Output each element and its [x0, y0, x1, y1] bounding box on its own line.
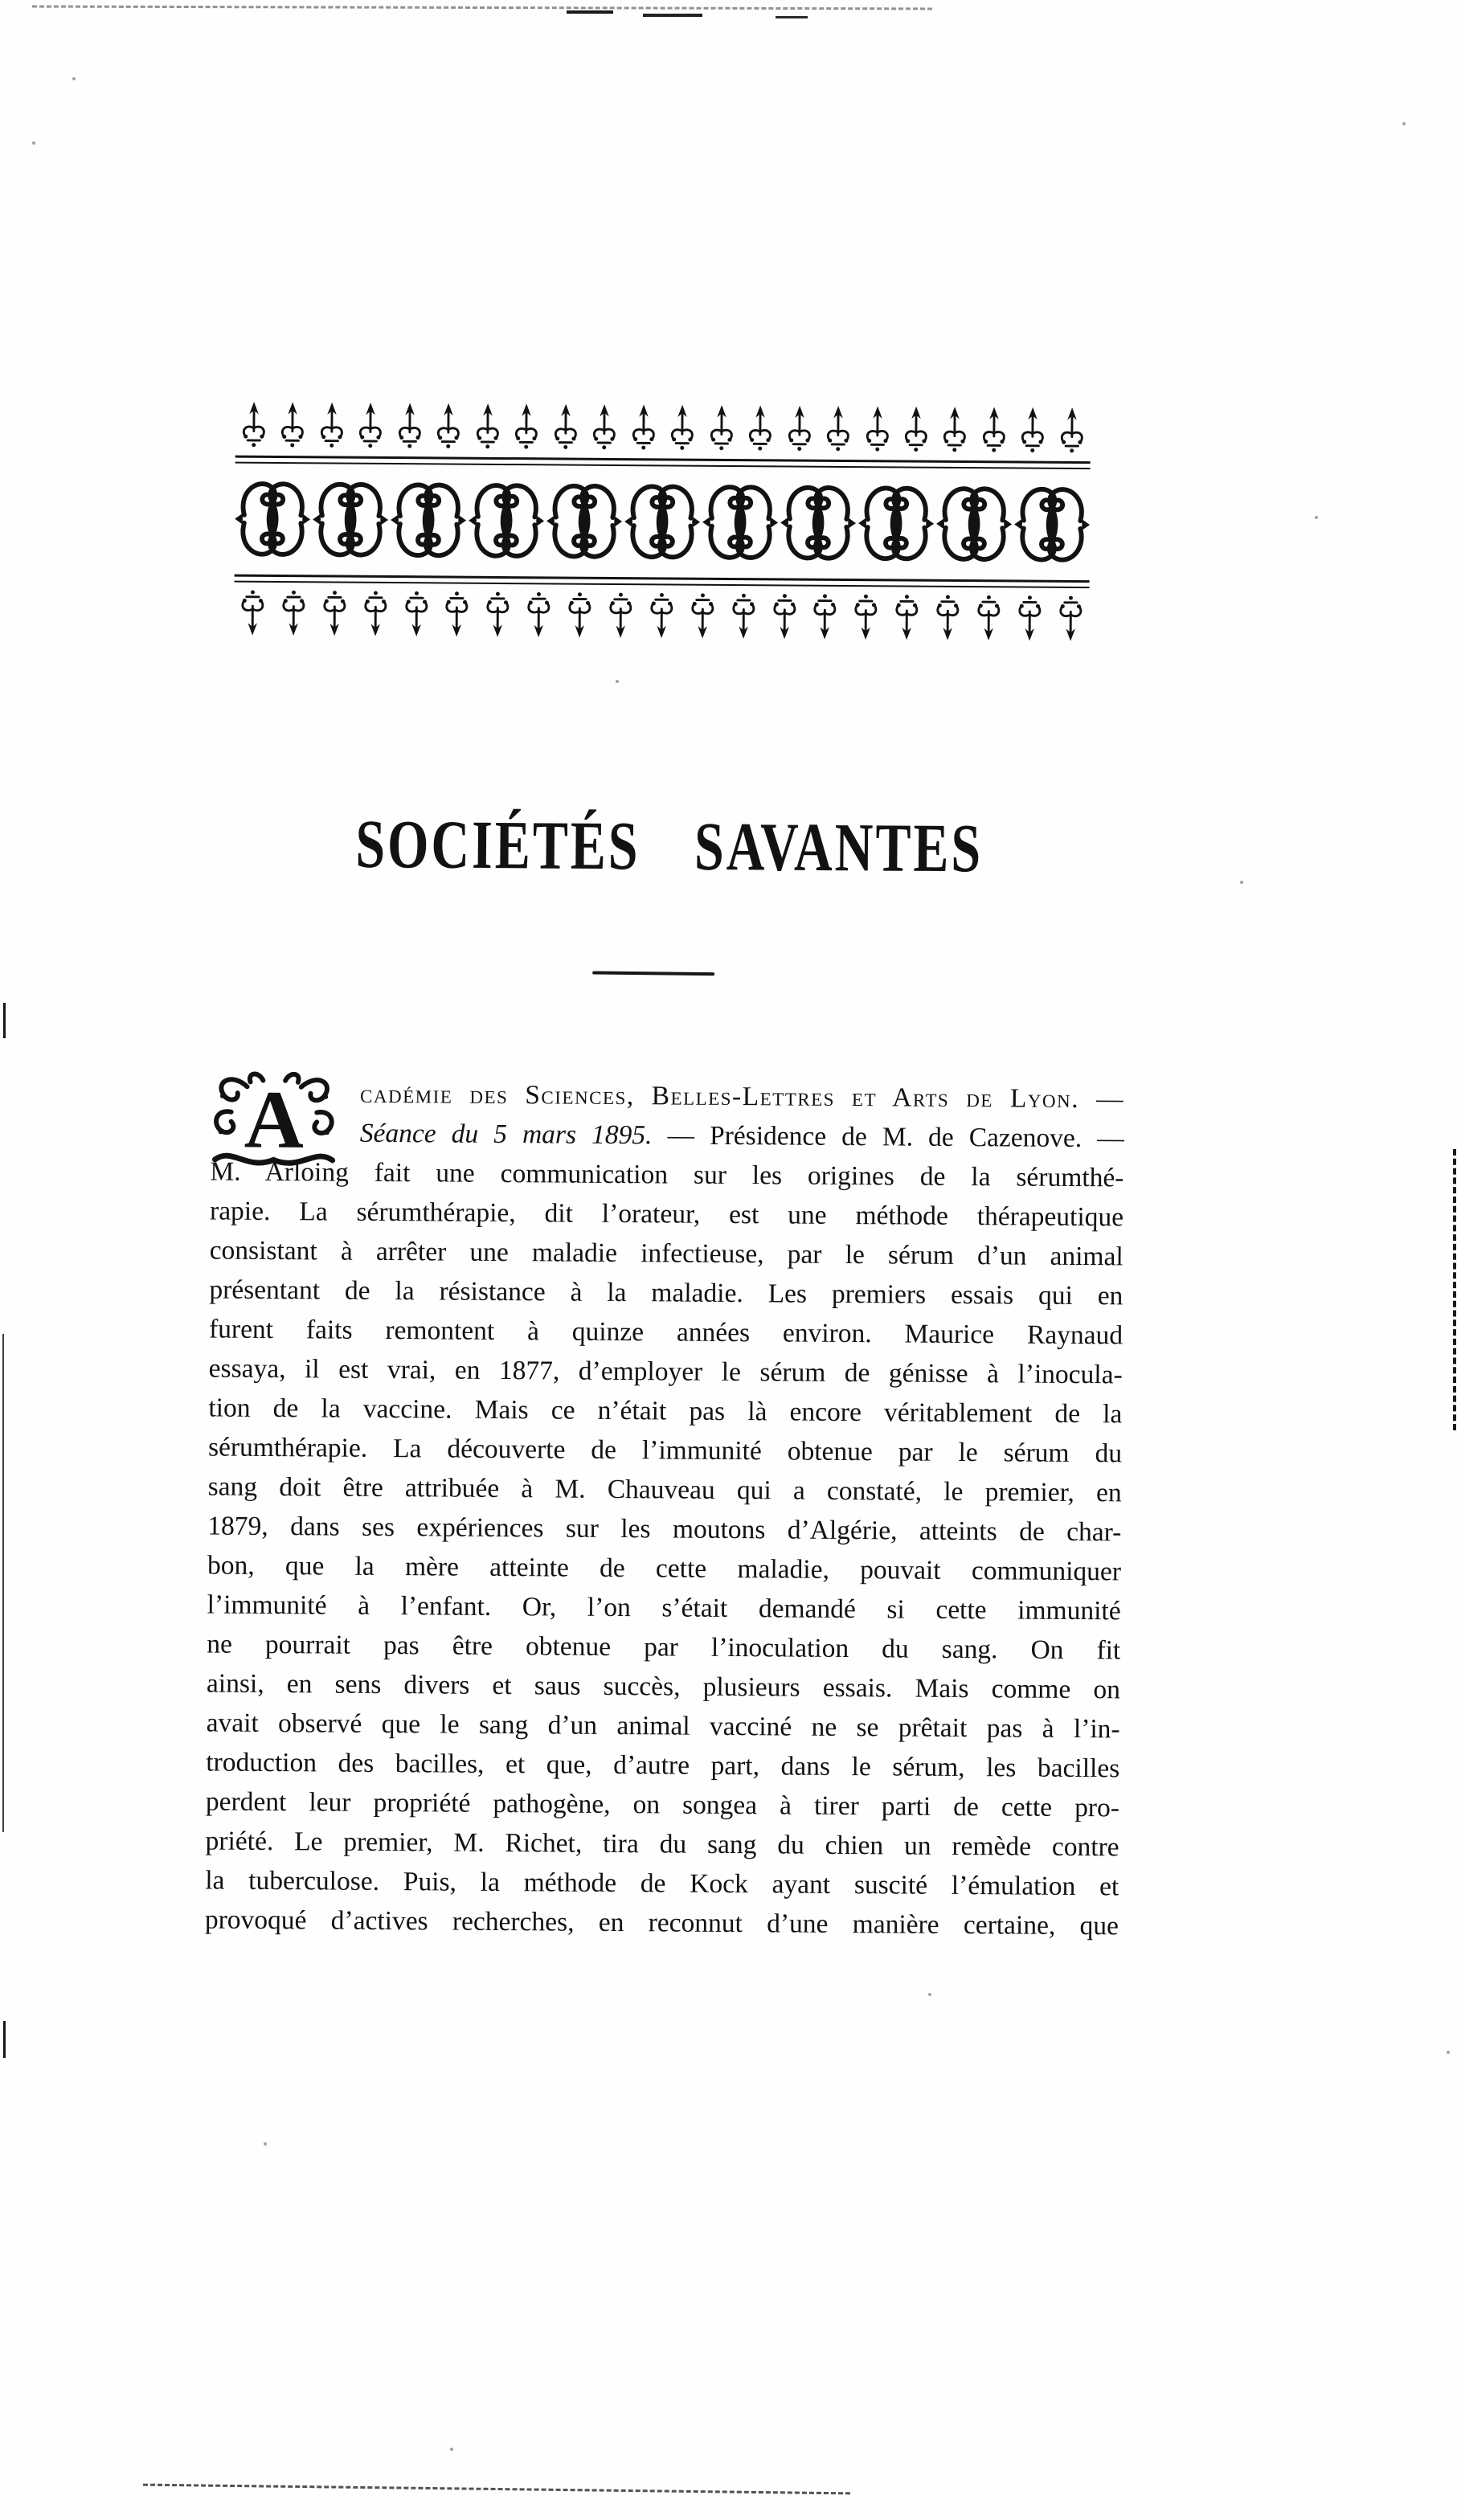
text-line: tion de la vaccine. Mais ce n’était pas là encore véritablement de la [208, 1393, 1123, 1430]
fleur-de-lis-down-icon [847, 593, 884, 641]
scan-speckle [1402, 122, 1406, 125]
text-line: ainsi, en sens divers et saus succès, plusieurs essais. Mais comme on [206, 1668, 1121, 1705]
fleur-de-lis-down-icon [479, 591, 516, 639]
fleur-de-lis-up-icon [702, 403, 739, 452]
fleur-de-lis-up-icon [858, 404, 895, 452]
text-line: l’immunité à l’enfant. Or, l’on s’était demandé si cette immunité [207, 1589, 1121, 1626]
ornate-initial-A [211, 1073, 361, 1152]
fleur-de-lis-down-icon [766, 592, 803, 640]
fleur-de-lis-up-icon [742, 403, 779, 452]
fleur-de-lis-up-icon [508, 402, 545, 450]
text-line: 1879, dans ses expériences sur les moutons d’Algérie, atteints de char- [207, 1511, 1122, 1548]
scroll-ornament-icon [858, 474, 935, 573]
fleur-de-lis-down-icon [643, 591, 680, 640]
fleur-de-lis-up-icon [235, 400, 272, 448]
fleur-de-lis-down-icon [1011, 594, 1048, 642]
fleur-de-lis-up-icon [469, 402, 506, 450]
scroll-ornament-icon [702, 473, 779, 572]
fleur-de-lis-up-icon [820, 404, 857, 452]
text-line: présentant de la résistance à la maladie. Les premiers essais qui en [209, 1274, 1123, 1311]
article [205, 1073, 1124, 1945]
scan-speckle [616, 680, 619, 683]
fleur-de-lis-up-icon [898, 404, 935, 452]
scroll-ornament-icon [780, 473, 857, 572]
fleur-de-lis-up-icon [1014, 405, 1051, 453]
scan-artifact-right-edge [1453, 1149, 1456, 1430]
fleur-de-lis-up-icon [936, 405, 973, 453]
fleur-de-lis-up-icon [624, 403, 661, 451]
band-rule-pair-top [235, 456, 1091, 469]
text-line: sérumthérapie. La découverte de l’immunité obtenue par le sérum du [207, 1432, 1123, 1469]
fleur-de-lis-up-icon [352, 401, 389, 449]
scroll-ornament-icon [936, 475, 1013, 574]
scan-speckle [1447, 2051, 1450, 2054]
text-line: rapie. La sérumthérapie, dit l’orateur, est une méthode thérapeutique [209, 1196, 1124, 1233]
fleur-de-lis-up-icon [664, 403, 701, 451]
ornament-row-bottom [234, 589, 1089, 643]
fleur-de-lis-down-icon [561, 591, 598, 640]
session-date: Séance du 5 mars 1895. [359, 1118, 653, 1151]
fleur-de-lis-up-icon [430, 401, 467, 449]
session-presidence: — Présidence de M. de Cazenove. — [652, 1120, 1124, 1154]
page-title: SOCIÉTÉS SAVANTES [355, 806, 984, 887]
ornament-row-middle [235, 470, 1091, 574]
text-line: sang doit être attribuée à M. Chauveau qui a constaté, le premier, en [207, 1471, 1122, 1508]
scan-speckle [1240, 881, 1243, 884]
scan-speckle [264, 2142, 267, 2146]
text-line: priété. Le premier, M. Richet, tira du sang du chien un remède contre [205, 1826, 1119, 1863]
scan-speckle [32, 141, 35, 145]
text-line: M. Arloing fait une communication sur les origines de la sérumthé- [210, 1156, 1124, 1193]
horizontal-rule [235, 462, 1091, 469]
band-rule-pair-bottom [235, 575, 1090, 588]
fleur-de-lis-down-icon [929, 594, 966, 642]
fleur-de-lis-up-icon [780, 403, 817, 452]
fleur-de-lis-down-icon [275, 589, 312, 637]
fleur-de-lis-up-icon [546, 402, 583, 450]
fleur-de-lis-up-icon [1054, 406, 1091, 454]
scroll-ornament-icon [1014, 475, 1091, 574]
fleur-de-lis-down-icon [807, 593, 844, 641]
scroll-ornament-icon [469, 472, 545, 571]
fleur-de-lis-up-icon [586, 403, 623, 451]
fleur-de-lis-down-icon [439, 590, 476, 638]
fleur-de-lis-down-icon [970, 594, 1007, 642]
scroll-ornament-icon [313, 470, 389, 569]
horizontal-rule [235, 581, 1090, 588]
text-line: troduction des bacilles, et que, d’autre part, dans le sérum, les bacilles [206, 1747, 1120, 1784]
text-line: essaya, il est vrai, en 1877, d’employer le sérum de génisse à l’inocula- [208, 1353, 1123, 1390]
text-line: la tuberculose. Puis, la méthode de Kock ayant suscité l’émulation et [205, 1865, 1119, 1902]
ornament-band [234, 400, 1091, 643]
fleur-de-lis-down-icon [398, 590, 435, 638]
heading-small-caps: cadémie des Sciences, Belles-Lettres et Arts de Lyon. — [360, 1078, 1125, 1115]
body-lines [205, 1152, 1124, 1945]
text-line: consistant à arrêter une maladie infectieuse, par le sérum d’un animal [209, 1235, 1123, 1272]
text-line: provoqué d’actives recherches, en reconnut d’une manière certaine, que [204, 1904, 1119, 1941]
scan-speckle [928, 1993, 931, 1996]
fleur-de-lis-down-icon [725, 592, 762, 640]
text-line: avait observé que le sang d’un animal vacciné ne se prêtait pas à l’in- [206, 1708, 1120, 1745]
fleur-de-lis-up-icon [313, 400, 350, 448]
text-line: furent faits remontent à quinze années environ. Maurice Raynaud [208, 1314, 1123, 1351]
scan-speckle [72, 77, 76, 80]
text-line: ne pourrait pas être obtenue par l’inoculation du sang. On fit [207, 1629, 1121, 1666]
fleur-de-lis-down-icon [684, 592, 721, 640]
fleur-de-lis-down-icon [234, 589, 271, 637]
fleur-de-lis-down-icon [316, 589, 353, 637]
fleur-de-lis-up-icon [976, 405, 1013, 453]
scroll-ornament-icon [624, 472, 701, 571]
scan-speckle [450, 2448, 453, 2451]
scroll-ornament-icon [546, 472, 623, 571]
text-line: bon, que la mère atteinte de cette maladie, pouvait communiquer [207, 1550, 1122, 1587]
fleur-de-lis-up-icon [391, 401, 428, 449]
fleur-de-lis-down-icon [888, 593, 925, 641]
ornament-row-top [235, 400, 1091, 454]
scroll-ornament-icon [391, 471, 467, 570]
fleur-de-lis-down-icon [602, 591, 639, 640]
fleur-de-lis-down-icon [357, 590, 394, 638]
scroll-ornament-icon [235, 470, 311, 569]
fleur-de-lis-down-icon [1052, 595, 1089, 643]
text-line: perdent leur propriété pathogène, on songea à tirer parti de cette pro- [205, 1786, 1120, 1823]
fleur-de-lis-down-icon [520, 591, 557, 639]
scan-speckle [1315, 516, 1318, 519]
title-divider-rule [592, 972, 714, 976]
fleur-de-lis-up-icon [274, 400, 311, 448]
